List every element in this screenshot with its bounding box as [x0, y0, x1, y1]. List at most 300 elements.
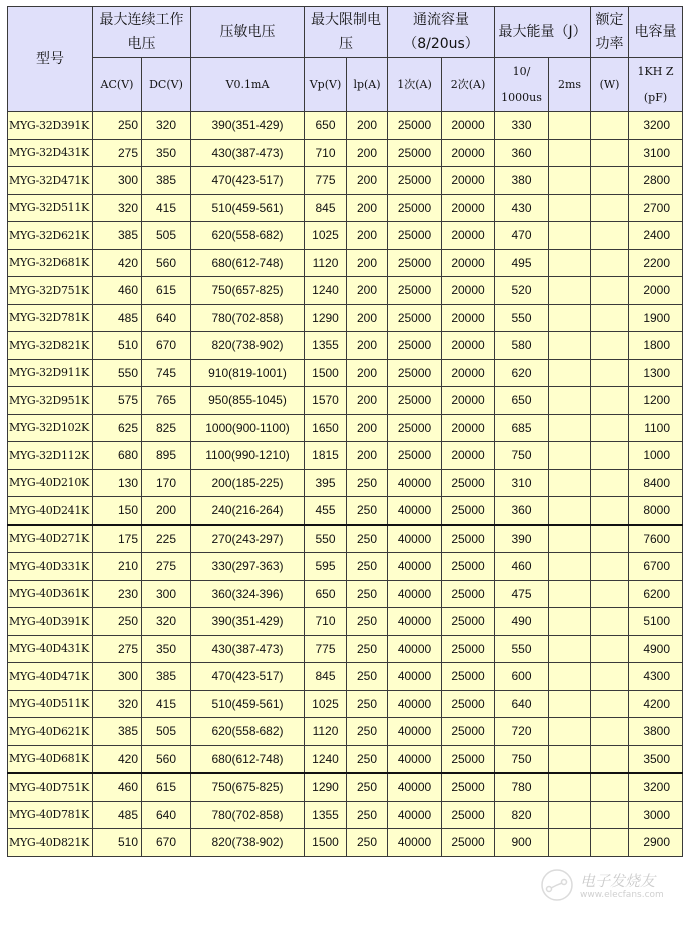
cell-capacitance: 6700 [629, 553, 683, 581]
cell-surge-once: 40000 [388, 525, 442, 553]
cell-energy-10-1000us: 580 [495, 332, 549, 360]
cell-ac: 385 [93, 718, 142, 746]
cell-watts [591, 167, 629, 195]
cell-surge-once: 40000 [388, 553, 442, 581]
cell-surge-once: 40000 [388, 690, 442, 718]
table-row [8, 525, 683, 553]
cell-vp: 1290 [305, 773, 347, 801]
cell-dc: 560 [142, 249, 191, 277]
cell-vp: 1240 [305, 745, 347, 773]
cell-watts [591, 553, 629, 581]
cell-varistor-voltage: 390(351-429) [191, 112, 305, 140]
cell-vp: 1570 [305, 387, 347, 415]
cell-energy-2ms [549, 112, 591, 140]
cell-varistor-voltage: 430(387-473) [191, 635, 305, 663]
cell-capacitance: 3800 [629, 718, 683, 746]
cell-ac: 320 [93, 690, 142, 718]
cell-model: MYG-40D271K [8, 525, 93, 553]
cell-ip: 200 [347, 304, 388, 332]
cell-surge-once: 40000 [388, 773, 442, 801]
table-row [8, 277, 683, 305]
cell-ip: 250 [347, 497, 388, 525]
cell-surge-once: 25000 [388, 304, 442, 332]
cell-energy-10-1000us: 620 [495, 359, 549, 387]
cell-varistor-voltage: 780(702-858) [191, 304, 305, 332]
cell-varistor-voltage: 680(612-748) [191, 745, 305, 773]
cell-watts [591, 469, 629, 497]
cell-ac: 210 [93, 553, 142, 581]
cell-vp: 1500 [305, 829, 347, 857]
cell-ip: 250 [347, 745, 388, 773]
cell-surge-twice: 25000 [442, 801, 495, 829]
cell-vp: 710 [305, 608, 347, 636]
cell-surge-twice: 20000 [442, 222, 495, 250]
table-row [8, 359, 683, 387]
cell-energy-2ms [549, 635, 591, 663]
cell-surge-once: 25000 [388, 442, 442, 470]
cell-vp: 775 [305, 167, 347, 195]
cell-surge-once: 40000 [388, 801, 442, 829]
cell-capacitance: 8000 [629, 497, 683, 525]
cell-capacitance: 7600 [629, 525, 683, 553]
cell-dc: 225 [142, 525, 191, 553]
cell-surge-once: 40000 [388, 497, 442, 525]
cell-energy-10-1000us: 520 [495, 277, 549, 305]
table-row [8, 112, 683, 140]
table-row [8, 580, 683, 608]
table-row [8, 635, 683, 663]
cell-capacitance: 1300 [629, 359, 683, 387]
cell-model: MYG-32D511K [8, 194, 93, 222]
varistor-spec-table [7, 6, 683, 857]
cell-model: MYG-40D471K [8, 663, 93, 691]
cell-energy-2ms [549, 469, 591, 497]
cell-ac: 510 [93, 332, 142, 360]
cell-surge-twice: 25000 [442, 469, 495, 497]
cell-dc: 825 [142, 414, 191, 442]
cell-model: MYG-32D781K [8, 304, 93, 332]
cell-model: MYG-32D681K [8, 249, 93, 277]
cell-surge-twice: 25000 [442, 829, 495, 857]
cell-capacitance: 1900 [629, 304, 683, 332]
cell-varistor-voltage: 510(459-561) [191, 690, 305, 718]
cell-watts [591, 745, 629, 773]
cell-energy-2ms [549, 332, 591, 360]
cell-varistor-voltage: 200(185-225) [191, 469, 305, 497]
cell-dc: 670 [142, 332, 191, 360]
cell-vp: 1240 [305, 277, 347, 305]
cell-dc: 350 [142, 139, 191, 167]
cell-ip: 250 [347, 469, 388, 497]
cell-surge-twice: 20000 [442, 387, 495, 415]
table-row [8, 304, 683, 332]
cell-watts [591, 635, 629, 663]
cell-energy-2ms [549, 222, 591, 250]
cell-surge-once: 25000 [388, 359, 442, 387]
header-varistor-voltage: 压敏电压 [191, 7, 305, 58]
cell-surge-once: 25000 [388, 112, 442, 140]
cell-surge-once: 40000 [388, 718, 442, 746]
cell-ac: 460 [93, 773, 142, 801]
cell-energy-10-1000us: 550 [495, 635, 549, 663]
cell-varistor-voltage: 820(738-902) [191, 829, 305, 857]
cell-model: MYG-32D621K [8, 222, 93, 250]
cell-varistor-voltage: 820(738-902) [191, 332, 305, 360]
cell-energy-10-1000us: 360 [495, 497, 549, 525]
table-row [8, 608, 683, 636]
cell-ip: 250 [347, 525, 388, 553]
cell-dc: 320 [142, 112, 191, 140]
cell-varistor-voltage: 1100(990-1210) [191, 442, 305, 470]
cell-ac: 420 [93, 745, 142, 773]
cell-ac: 150 [93, 497, 142, 525]
cell-vp: 845 [305, 663, 347, 691]
cell-energy-2ms [549, 304, 591, 332]
cell-vp: 1290 [305, 304, 347, 332]
cell-energy-2ms [549, 663, 591, 691]
cell-vp: 1355 [305, 801, 347, 829]
cell-model: MYG-40D621K [8, 718, 93, 746]
cell-energy-2ms [549, 773, 591, 801]
cell-dc: 350 [142, 635, 191, 663]
table-row [8, 222, 683, 250]
cell-model: MYG-32D391K [8, 112, 93, 140]
cell-capacitance: 4200 [629, 690, 683, 718]
cell-surge-once: 25000 [388, 194, 442, 222]
cell-watts [591, 525, 629, 553]
header-max-energy: 最大能量（J） [495, 7, 591, 58]
cell-surge-once: 40000 [388, 608, 442, 636]
table-row [8, 829, 683, 857]
subheader-capacitance-unit: 1KH Z (pF) [629, 58, 683, 112]
table-row [8, 194, 683, 222]
cell-surge-once: 25000 [388, 387, 442, 415]
cell-ac: 575 [93, 387, 142, 415]
cell-watts [591, 304, 629, 332]
cell-varistor-voltage: 430(387-473) [191, 139, 305, 167]
cell-energy-2ms [549, 690, 591, 718]
table-row [8, 167, 683, 195]
cell-vp: 1650 [305, 414, 347, 442]
cell-surge-twice: 20000 [442, 414, 495, 442]
cell-varistor-voltage: 620(558-682) [191, 718, 305, 746]
table-row [8, 718, 683, 746]
cell-energy-10-1000us: 470 [495, 222, 549, 250]
cell-ip: 200 [347, 194, 388, 222]
cell-energy-2ms [549, 139, 591, 167]
cell-ip: 250 [347, 690, 388, 718]
cell-watts [591, 829, 629, 857]
cell-watts [591, 332, 629, 360]
cell-ip: 250 [347, 635, 388, 663]
header-capacitance: 电容量 [629, 7, 683, 58]
cell-energy-2ms [549, 387, 591, 415]
cell-ip: 200 [347, 249, 388, 277]
cell-watts [591, 112, 629, 140]
cell-varistor-voltage: 470(423-517) [191, 167, 305, 195]
cell-watts [591, 249, 629, 277]
cell-energy-10-1000us: 330 [495, 112, 549, 140]
cell-energy-2ms [549, 801, 591, 829]
cell-surge-twice: 20000 [442, 304, 495, 332]
cell-energy-10-1000us: 430 [495, 194, 549, 222]
cell-dc: 640 [142, 304, 191, 332]
cell-vp: 1355 [305, 332, 347, 360]
cell-watts [591, 801, 629, 829]
table-row [8, 414, 683, 442]
cell-watts [591, 414, 629, 442]
cell-surge-once: 25000 [388, 139, 442, 167]
cell-dc: 275 [142, 553, 191, 581]
cell-capacitance: 6200 [629, 580, 683, 608]
cell-energy-2ms [549, 745, 591, 773]
cell-watts [591, 359, 629, 387]
cell-ac: 250 [93, 608, 142, 636]
header-surge-current: 通流容量（8/20us） [388, 7, 495, 58]
cell-model: MYG-40D361K [8, 580, 93, 608]
cell-energy-2ms [549, 249, 591, 277]
cell-watts [591, 580, 629, 608]
cell-dc: 615 [142, 773, 191, 801]
cell-ip: 200 [347, 359, 388, 387]
cell-capacitance: 4900 [629, 635, 683, 663]
cell-energy-2ms [549, 718, 591, 746]
cell-energy-2ms [549, 525, 591, 553]
cell-varistor-voltage: 950(855-1045) [191, 387, 305, 415]
cell-watts [591, 387, 629, 415]
cell-watts [591, 690, 629, 718]
cell-surge-twice: 25000 [442, 553, 495, 581]
cell-dc: 385 [142, 167, 191, 195]
table-row [8, 139, 683, 167]
cell-surge-twice: 20000 [442, 249, 495, 277]
cell-watts [591, 718, 629, 746]
cell-energy-10-1000us: 460 [495, 553, 549, 581]
cell-dc: 615 [142, 277, 191, 305]
cell-watts [591, 497, 629, 525]
cell-dc: 200 [142, 497, 191, 525]
cell-vp: 550 [305, 525, 347, 553]
cell-ip: 250 [347, 773, 388, 801]
cell-dc: 385 [142, 663, 191, 691]
cell-varistor-voltage: 910(819-1001) [191, 359, 305, 387]
cell-surge-once: 40000 [388, 745, 442, 773]
cell-ac: 550 [93, 359, 142, 387]
cell-energy-2ms [549, 414, 591, 442]
cell-model: MYG-32D751K [8, 277, 93, 305]
cell-surge-twice: 20000 [442, 332, 495, 360]
cell-ac: 625 [93, 414, 142, 442]
cell-ac: 420 [93, 249, 142, 277]
cell-varistor-voltage: 510(459-561) [191, 194, 305, 222]
cell-model: MYG-32D471K [8, 167, 93, 195]
table-row [8, 469, 683, 497]
cell-capacitance: 3500 [629, 745, 683, 773]
cell-ip: 200 [347, 387, 388, 415]
cell-energy-2ms [549, 553, 591, 581]
subheader-energy-2ms: 2ms [549, 58, 591, 112]
cell-surge-twice: 25000 [442, 497, 495, 525]
cell-energy-2ms [549, 608, 591, 636]
cell-surge-once: 40000 [388, 469, 442, 497]
cell-model: MYG-40D241K [8, 497, 93, 525]
cell-model: MYG-40D431K [8, 635, 93, 663]
cell-vp: 1025 [305, 690, 347, 718]
cell-surge-twice: 20000 [442, 112, 495, 140]
subheader-vp: Vp(V) [305, 58, 347, 112]
cell-energy-2ms [549, 442, 591, 470]
header-rated-power: 额定功率 [591, 7, 629, 58]
cell-energy-10-1000us: 900 [495, 829, 549, 857]
cell-vp: 595 [305, 553, 347, 581]
circuit-logo-icon [540, 868, 574, 902]
cell-energy-10-1000us: 390 [495, 525, 549, 553]
cell-energy-10-1000us: 360 [495, 139, 549, 167]
cell-varistor-voltage: 680(612-748) [191, 249, 305, 277]
subheader-v01ma: V0.1mA [191, 58, 305, 112]
cell-ip: 200 [347, 139, 388, 167]
cell-ac: 460 [93, 277, 142, 305]
cell-energy-10-1000us: 750 [495, 442, 549, 470]
cell-model: MYG-40D681K [8, 745, 93, 773]
cell-ac: 385 [93, 222, 142, 250]
table-row [8, 553, 683, 581]
cell-dc: 300 [142, 580, 191, 608]
cell-vp: 1500 [305, 359, 347, 387]
cell-energy-2ms [549, 359, 591, 387]
cell-energy-10-1000us: 650 [495, 387, 549, 415]
cell-capacitance: 3100 [629, 139, 683, 167]
cell-varistor-voltage: 240(216-264) [191, 497, 305, 525]
cell-varistor-voltage: 360(324-396) [191, 580, 305, 608]
cell-vp: 775 [305, 635, 347, 663]
table-row [8, 249, 683, 277]
cell-energy-10-1000us: 780 [495, 773, 549, 801]
cell-capacitance: 1100 [629, 414, 683, 442]
cell-surge-twice: 25000 [442, 635, 495, 663]
cell-model: MYG-40D751K [8, 773, 93, 801]
cell-ac: 485 [93, 801, 142, 829]
cell-energy-2ms [549, 167, 591, 195]
cell-surge-twice: 25000 [442, 718, 495, 746]
cell-surge-once: 25000 [388, 332, 442, 360]
cell-ac: 485 [93, 304, 142, 332]
cell-energy-10-1000us: 685 [495, 414, 549, 442]
header-row-sub [8, 58, 683, 112]
cell-ip: 200 [347, 414, 388, 442]
cell-ip: 200 [347, 222, 388, 250]
watermark [540, 868, 680, 908]
cell-capacitance: 1000 [629, 442, 683, 470]
table-row [8, 773, 683, 801]
cell-vp: 845 [305, 194, 347, 222]
cell-surge-once: 40000 [388, 829, 442, 857]
cell-watts [591, 442, 629, 470]
header-max-clamp-voltage: 最大限制电压 [305, 7, 388, 58]
subheader-watts: (W) [591, 58, 629, 112]
cell-ac: 320 [93, 194, 142, 222]
cell-energy-10-1000us: 600 [495, 663, 549, 691]
cell-surge-twice: 25000 [442, 580, 495, 608]
cell-watts [591, 773, 629, 801]
cell-capacitance: 8400 [629, 469, 683, 497]
table-row [8, 801, 683, 829]
cell-energy-10-1000us: 820 [495, 801, 549, 829]
cell-capacitance: 1200 [629, 387, 683, 415]
cell-model: MYG-40D210K [8, 469, 93, 497]
table-row [8, 442, 683, 470]
cell-ac: 250 [93, 112, 142, 140]
cell-dc: 505 [142, 222, 191, 250]
table-body [8, 112, 683, 857]
cell-dc: 560 [142, 745, 191, 773]
cell-ac: 130 [93, 469, 142, 497]
cell-dc: 415 [142, 690, 191, 718]
cell-energy-2ms [549, 194, 591, 222]
cell-model: MYG-40D391K [8, 608, 93, 636]
subheader-energy-10-1000us: 10/ 1000us [495, 58, 549, 112]
cell-vp: 1815 [305, 442, 347, 470]
cell-ac: 680 [93, 442, 142, 470]
cell-ip: 200 [347, 332, 388, 360]
cell-energy-10-1000us: 475 [495, 580, 549, 608]
cell-dc: 170 [142, 469, 191, 497]
cell-surge-twice: 20000 [442, 194, 495, 222]
cell-ip: 250 [347, 553, 388, 581]
cell-surge-once: 25000 [388, 222, 442, 250]
cell-model: MYG-32D951K [8, 387, 93, 415]
cell-ip: 200 [347, 442, 388, 470]
watermark-title: 电子发烧友 [580, 872, 656, 890]
cell-capacitance: 2800 [629, 167, 683, 195]
cell-surge-twice: 25000 [442, 690, 495, 718]
cell-model: MYG-32D821K [8, 332, 93, 360]
cell-surge-twice: 20000 [442, 139, 495, 167]
cell-dc: 745 [142, 359, 191, 387]
cell-watts [591, 222, 629, 250]
table-row [8, 497, 683, 525]
cell-varistor-voltage: 270(243-297) [191, 525, 305, 553]
cell-capacitance: 2200 [629, 249, 683, 277]
cell-capacitance: 4300 [629, 663, 683, 691]
table-row [8, 387, 683, 415]
cell-surge-once: 25000 [388, 249, 442, 277]
cell-capacitance: 3000 [629, 801, 683, 829]
cell-surge-twice: 25000 [442, 525, 495, 553]
header-row-main [8, 7, 683, 58]
cell-ip: 250 [347, 663, 388, 691]
cell-varistor-voltage: 620(558-682) [191, 222, 305, 250]
cell-ac: 275 [93, 139, 142, 167]
cell-vp: 1120 [305, 718, 347, 746]
cell-varistor-voltage: 470(423-517) [191, 663, 305, 691]
cell-ip: 250 [347, 801, 388, 829]
cell-capacitance: 2900 [629, 829, 683, 857]
cell-vp: 1025 [305, 222, 347, 250]
cell-ip: 250 [347, 829, 388, 857]
cell-surge-once: 40000 [388, 580, 442, 608]
cell-model: MYG-40D331K [8, 553, 93, 581]
cell-capacitance: 2700 [629, 194, 683, 222]
cell-dc: 415 [142, 194, 191, 222]
table-row [8, 690, 683, 718]
cell-energy-2ms [549, 580, 591, 608]
cell-vp: 1120 [305, 249, 347, 277]
cell-vp: 650 [305, 112, 347, 140]
table-row [8, 745, 683, 773]
cell-ip: 250 [347, 718, 388, 746]
cell-energy-10-1000us: 310 [495, 469, 549, 497]
